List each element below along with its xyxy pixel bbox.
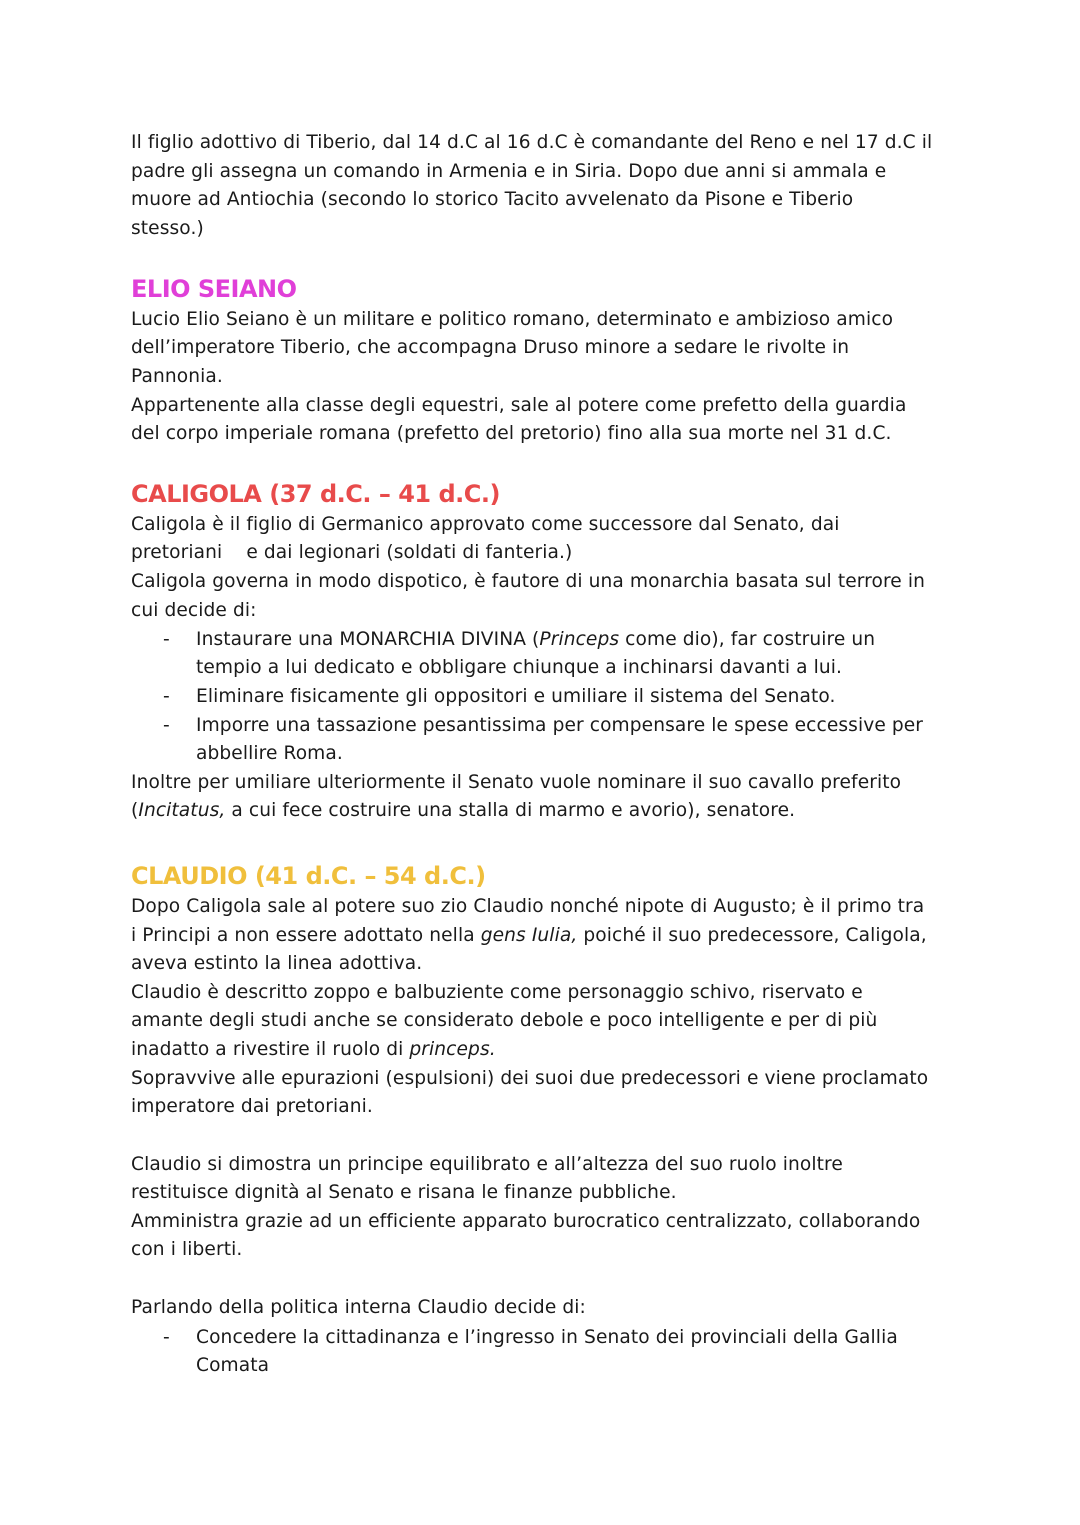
claudio-line: inadatto a rivestire il ruolo di princeps.: [131, 1039, 496, 1060]
claudio-line: amante degli studi anche se considerato debole e poco intelligente e per di più: [131, 1010, 878, 1031]
caligola-line: Caligola governa in modo dispotico, è fautore di una monarchia basata sul terrore in: [131, 571, 926, 592]
claudio-line: restituisce dignità al Senato e risana le finanze pubbliche.: [131, 1182, 677, 1203]
claudio-line: Claudio è descritto zoppo e balbuziente come personaggio schivo, riservato e: [131, 982, 863, 1003]
claudio-line: Parlando della politica interna Claudio decide di:: [131, 1297, 586, 1318]
bullet-dash: -: [163, 1327, 170, 1348]
heading-claudio: CLAUDIO (41 d.C. – 54 d.C.): [131, 862, 486, 890]
caligola-line: Caligola è il figlio di Germanico approvato come successore dal Senato, dai: [131, 514, 840, 535]
claudio-line: Sopravvive alle epurazioni (espulsioni) dei suoi due predecessori e viene proclamato: [131, 1068, 929, 1089]
seiano-line: del corpo imperiale romana (prefetto del pretorio) fino alla sua morte nel 31 d.C.: [131, 423, 892, 444]
bullet-item-cont: Comata: [196, 1355, 270, 1376]
bullet-item-cont: tempio a lui dedicato e obbligare chiunque a inchinarsi davanti a lui.: [196, 657, 843, 678]
seiano-line: Appartenente alla classe degli equestri, sale al potere come prefetto della guardia: [131, 395, 907, 416]
bullet-item: Eliminare fisicamente gli oppositori e umiliare il sistema del Senato.: [196, 686, 836, 707]
claudio-line: aveva estinto la linea adottiva.: [131, 953, 423, 974]
claudio-line: imperatore dai pretoriani.: [131, 1096, 373, 1117]
bullet-item-cont: abbellire Roma.: [196, 743, 343, 764]
caligola-line: cui decide di:: [131, 600, 257, 621]
bullet-item: Imporre una tassazione pesantissima per compensare le spese eccessive per: [196, 715, 924, 736]
bullet-dash: -: [163, 715, 170, 736]
claudio-line: Claudio si dimostra un principe equilibrato e all’altezza del suo ruolo inoltre: [131, 1154, 843, 1175]
heading-caligola: CALIGOLA (37 d.C. – 41 d.C.): [131, 480, 500, 508]
claudio-line: con i liberti.: [131, 1239, 243, 1260]
bullet-item: Instaurare una MONARCHIA DIVINA (Princeps come dio), far costruire un: [196, 629, 876, 650]
heading-elio-seiano: ELIO SEIANO: [131, 275, 297, 303]
seiano-line: Pannonia.: [131, 366, 223, 387]
seiano-line: dell’imperatore Tiberio, che accompagna Druso minore a sedare le rivolte in: [131, 337, 850, 358]
caligola-line: (Incitatus, a cui fece costruire una stalla di marmo e avorio), senatore.: [131, 800, 796, 821]
claudio-line: i Principi a non essere adottato nella gens Iulia, poiché il suo predecessore, Caligola,: [131, 925, 927, 946]
intro-line: padre gli assegna un comando in Armenia e in Siria. Dopo due anni si ammala e: [131, 161, 887, 182]
caligola-line: Inoltre per umiliare ulteriormente il Senato vuole nominare il suo cavallo preferito: [131, 772, 902, 793]
claudio-line: Dopo Caligola sale al potere suo zio Claudio nonché nipote di Augusto; è il primo tra: [131, 896, 925, 917]
bullet-item: Concedere la cittadinanza e l’ingresso in Senato dei provinciali della Gallia: [196, 1327, 898, 1348]
seiano-line: Lucio Elio Seiano è un militare e politico romano, determinato e ambizioso amico: [131, 309, 894, 330]
caligola-line: pretoriani e dai legionari (soldati di fanteria.): [131, 542, 573, 563]
claudio-line: Amministra grazie ad un efficiente apparato burocratico centralizzato, collaborando: [131, 1211, 921, 1232]
bullet-dash: -: [163, 629, 170, 650]
bullet-dash: -: [163, 686, 170, 707]
intro-line: stesso.): [131, 218, 204, 239]
intro-line: Il figlio adottivo di Tiberio, dal 14 d.C al 16 d.C è comandante del Reno e nel 17 d.C il: [131, 132, 933, 153]
intro-line: muore ad Antiochia (secondo lo storico Tacito avvelenato da Pisone e Tiberio: [131, 189, 854, 210]
